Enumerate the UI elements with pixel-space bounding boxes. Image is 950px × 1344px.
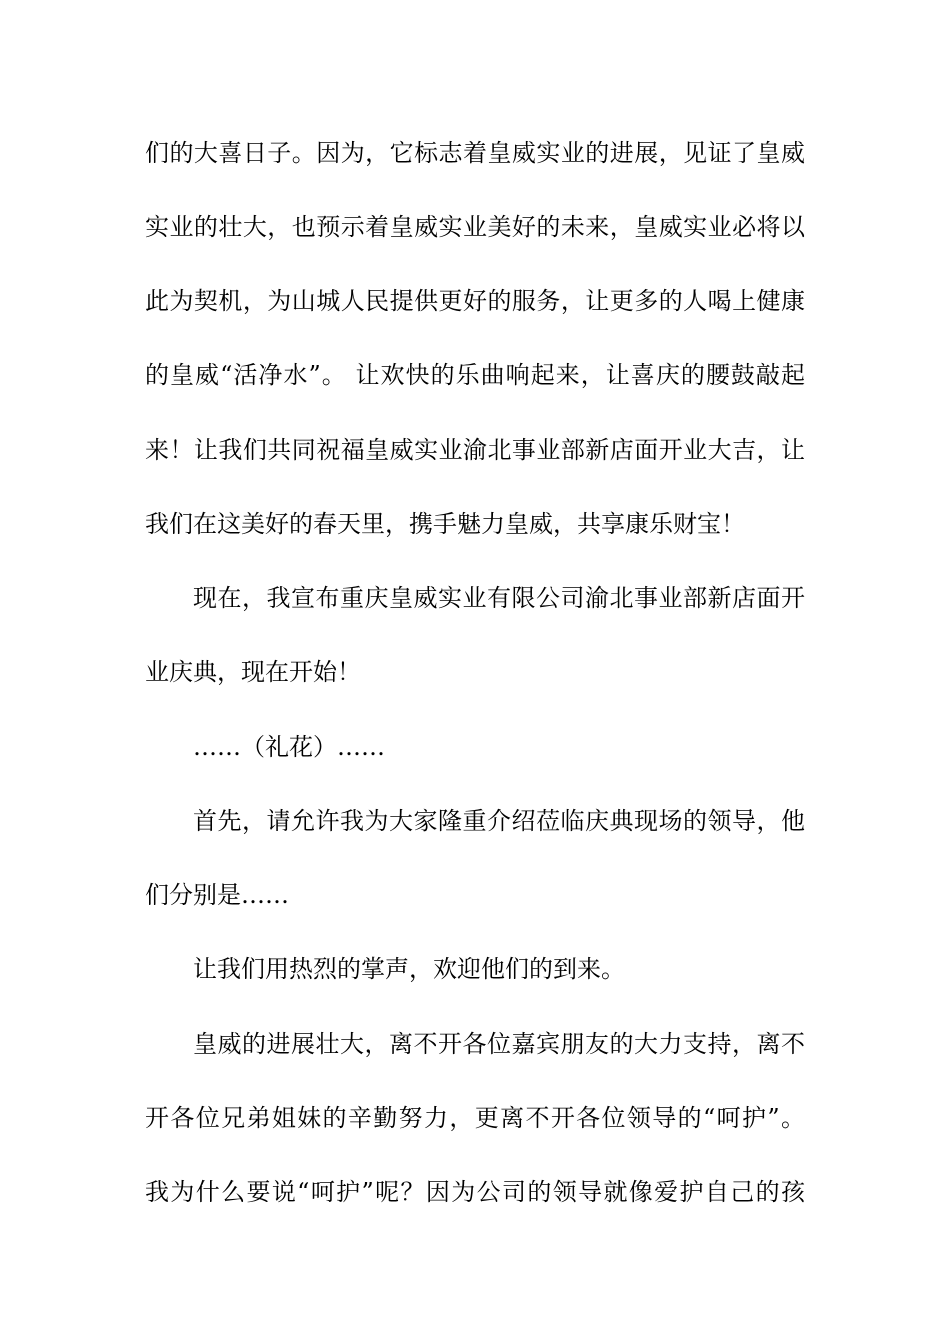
text-line-6: 我们在这美好的春天里，携手魅力皇威，共享康乐财宝！ [145,510,745,538]
text-line-15: 我为什么要说“呵护”呢？因为公司的领导就像爱护自己的孩 [145,1178,805,1206]
text-line-2: 实业的壮大，也预示着皇威实业美好的未来，皇威实业必将以 [145,213,805,241]
text-line-7: 现在，我宣布重庆皇威实业有限公司渝北事业部新店面开 [193,584,805,612]
text-line-13: 皇威的进展壮大，离不开各位嘉宾朋友的大力支持，离不 [193,1030,805,1058]
text-line-4: 的皇威“活净水”。 让欢快的乐曲响起来，让喜庆的腰鼓敲起 [145,361,805,389]
text-line-5: 来！让我们共同祝福皇威实业渝北事业部新店面开业大吉，让 [145,436,805,464]
text-line-3: 此为契机，为山城人民提供更好的服务，让更多的人喝上健康 [145,287,805,315]
text-line-11: 们分别是…… [145,881,289,909]
text-line-12: 让我们用热烈的掌声，欢迎他们的到来。 [193,955,625,983]
text-line-10: 首先，请允许我为大家隆重介绍莅临庆典现场的领导，他 [193,807,805,835]
text-line-1: 们的大喜日子。因为，它标志着皇威实业的进展，见证了皇威 [145,139,805,167]
text-line-8: 业庆典，现在开始！ [145,658,361,686]
text-line-9: ……（礼花）…… [193,733,385,761]
text-line-14: 开各位兄弟姐妹的辛勤努力，更离不开各位领导的“呵护”。 [145,1104,805,1132]
